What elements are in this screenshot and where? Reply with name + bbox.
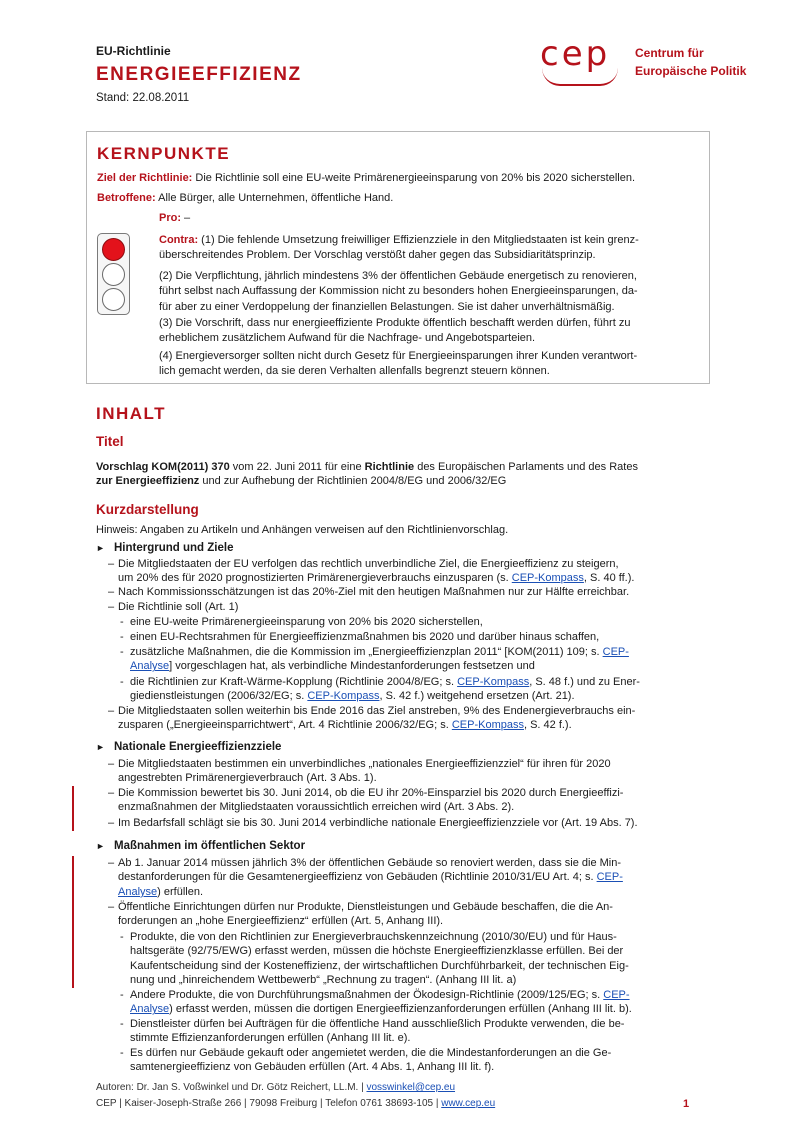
sub-list-item: - Andere Produkte, die von Durchführungsmaßnahmen der Ökodesign-Richtlinie (2009/125/EG; s. CEP- Analyse) erfasst werden, müssen die dortigen Energieeffizienzanforderungen erfüllen (Anhang III lit. b).: [120, 989, 632, 1016]
cep-logo: [540, 36, 780, 86]
cep-analyse-link[interactable]: CEP-: [596, 871, 623, 884]
doc-date: Stand: 22.08.2011: [96, 92, 190, 104]
logo-name-line2: Europäische Politik: [635, 64, 747, 78]
pro-line: [159, 211, 699, 226]
cep-analyse-link[interactable]: Analyse: [130, 660, 170, 673]
logo-word: cep: [540, 34, 611, 74]
cep-kompass-link[interactable]: CEP-Kompass: [511, 572, 584, 585]
titel-heading: Titel: [96, 434, 124, 449]
list-item: – Öffentliche Einrichtungen dürfen nur Produkte, Dienstleistungen und Gebäude beschaffen, die die An- forderungen an „hohe Energieeffizienz“ erfüllen (Art. 5, Anhang III).: [108, 901, 613, 928]
list-item: – Im Bedarfsfall schlägt sie bis 30. Juni 2014 verbindliche nationale Energieeffizienzziele vor (Art. 19 Abs. 7).: [108, 817, 638, 829]
cep-analyse-link[interactable]: CEP-: [603, 989, 630, 1001]
logo-name: [635, 44, 746, 80]
change-marker: [72, 900, 74, 930]
kernpunkte-box: [86, 131, 710, 384]
sub-list-item: - Produkte, die von den Richtlinien zur Energieverbrauchskennzeichnung (2010/30/EU) und für Haus- haltsgeräte (92/75/EWG) erfasst werden, müssen die höchste Energieeffizienzklasse erfüllen. Bei der Kaufentscheidung sind der Kosteneffizienz, der wirtschaftlichen Durchführbarkeit, der technischen Eig- nung und „hinreichendem Wettbewerb“ „Rechnung zu tragen“. (Anhang III lit. a): [120, 931, 629, 987]
titel-line-2: zur Energieeffizienz und zur Aufhebung der Richtlinien 2004/8/EG und 2006/32/EG: [96, 475, 507, 487]
cep-kompass-link[interactable]: CEP-Kompass: [307, 690, 380, 703]
logo-name-line1: Centrum für: [635, 46, 704, 60]
cep-analyse-link[interactable]: Analyse: [130, 1003, 170, 1016]
hinweis: Hinweis: Angaben zu Artikeln und Anhängen verweisen auf den Richtlinienvorschlag.: [96, 524, 509, 536]
titel-line-1: Vorschlag KOM(2011) 370 vom 22. Juni 2011 für eine Richtlinie des Europäischen Parlaments und des Rates: [96, 461, 638, 473]
inhalt-heading: INHALT: [96, 404, 167, 423]
website-link[interactable]: www.cep.eu: [441, 1098, 496, 1109]
footer-address: CEP | Kaiser-Joseph-Straße 266 | 79098 Freiburg | Telefon 0761 38693-105 | www.cep.eu: [96, 1098, 496, 1109]
pro-label: Pro:: [159, 212, 181, 224]
page-number: 1: [683, 1098, 690, 1110]
contra-label: Contra:: [159, 234, 199, 246]
change-marker: [72, 856, 74, 900]
list-item: – Ab 1. Januar 2014 müssen jährlich 3% der öffentlichen Gebäude so renoviert werden, dass sie die Min- destanforderungen für die Gesamtenergieeffizienz von Gebäuden (Richtlinie 2010/31/EU Art. 4; s. CEP- Analyse) erfüllen.: [108, 857, 623, 898]
green-light-icon: [102, 288, 125, 311]
list-item: – Die Mitgliedstaaten bestimmen ein unverbindliches „nationales Energieeffizienzziel“ für ihren für 2020 angestrebten Primärenergieverbrauch (Art. 3 Abs. 1).: [108, 758, 611, 785]
footer-authors: Autoren: Dr. Jan S. Voßwinkel und Dr. Götz Reichert, LL.M. | vosswinkel@cep.eu: [96, 1082, 456, 1093]
red-light-icon: [102, 238, 125, 261]
sub-list-item: - eine EU-weite Primärenergieeinsparung von 20% bis 2020 sicherstellen,: [120, 616, 483, 628]
change-marker: [72, 816, 74, 831]
pro-text: –: [181, 212, 191, 224]
arrow-right-icon: ►: [96, 841, 105, 851]
contra-2: (2) Die Verpflichtung, jährlich mindestens 3% der öffentlichen Gebäude energetisch zu renovieren, führt selbst nach Auffassung der Kommission nicht zu besonders hohen Energieeinsparungen, da- für aber zu einer Verdoppelung der finanziellen Belastungen. Sie ist daher unverhältnismäßig.: [159, 270, 638, 313]
list-item: – Die Mitgliedstaaten sollen weiterhin bis Ende 2016 das Ziel anstreben, 9% des Endenergieverbrauchs ein- zusparen („Energieeinsparrichtwert“, Art. 4 Richtlinie 2006/32/EG; s. CEP-Kompass, S. 42 f.).: [108, 705, 636, 732]
traffic-light-icon: [97, 233, 130, 315]
sub-list-item: - einen EU-Rechtsrahmen für Energieeffizienzmaßnahmen bis 2020 und darüber hinaus schaffen,: [120, 631, 600, 643]
list-item: – Die Mitgliedstaaten der EU verfolgen das rechtlich unverbindliche Ziel, die Energieeffizienz zu steigern, um 20% des für 2020 prognostizierten Primärenergieverbrauchs einzusparen (s. CEP-Kompass, S. 40 ff.).: [108, 558, 635, 585]
cep-analyse-link[interactable]: Analyse: [118, 885, 158, 898]
email-link[interactable]: vosswinkel@cep.eu: [366, 1082, 456, 1093]
betroffene-text: Alle Bürger, alle Unternehmen, öffentliche Hand.: [155, 192, 394, 204]
logo-arc: [542, 68, 618, 86]
doc-type: EU-Richtlinie: [96, 44, 171, 58]
betroffene-label: Betroffene:: [97, 192, 156, 204]
sub-list-item: - zusätzliche Maßnahmen, die die Kommission im „Energieeffizienzplan 2011“ [KOM(2011) 109; s. CEP- Analyse] vorgeschlagen hat, als verbindliche Mindestanforderungen festsetzen und: [120, 646, 629, 673]
contra-3: (3) Die Vorschrift, dass nur energieeffiziente Produkte öffentlich beschafft werden dürfen, führt zu erheblichem zusätzlichem Aufwand für die Nachfrage- und Angebotsparteien.: [159, 317, 631, 345]
contra-4: (4) Energieversorger sollten nicht durch Gesetz für Energieeinsparungen ihrer Kunden verantwort- lich gemacht werden, da sie deren Verhalten allenfalls begrenzt steuern können.: [159, 350, 638, 378]
section-hintergrund: ► Hintergrund und Ziele: [96, 542, 234, 554]
list-item: – Die Kommission bewertet bis 30. Juni 2014, ob die EU ihr 20%-Einsparziel bis 2020 durch Energieeffizi- enzmaßnahmen der Mitgliedstaaten voraussichtlich erreichen wird (Art. 3 Abs. 2).: [108, 787, 624, 814]
list-item: – Nach Kommissionsschätzungen ist das 20%-Ziel mit den heutigen Maßnahmen nur zur Hälfte erreichbar.: [108, 586, 630, 598]
cep-kompass-link[interactable]: CEP-Kompass: [457, 676, 530, 688]
cep-analyse-link[interactable]: CEP-: [602, 646, 629, 658]
kernpunkte-heading: KERNPUNKTE: [97, 144, 231, 163]
betroffene-line: [97, 192, 393, 204]
change-marker: [72, 786, 74, 816]
section-nationale-ziele: ► Nationale Energieeffizienzziele: [96, 741, 282, 753]
change-marker: [72, 930, 74, 988]
ziel-label: Ziel der Richtlinie:: [97, 172, 193, 184]
sub-list-item: - Dienstleister dürfen bei Aufträgen für die öffentliche Hand ausschließlich Produkte verwenden, die be- stimmte Effizienzanforderungen erfüllen (Anhang III lit. e).: [120, 1018, 625, 1045]
section-oeffentlicher-sektor: ► Maßnahmen im öffentlichen Sektor: [96, 840, 306, 852]
arrow-right-icon: ►: [96, 543, 105, 553]
cep-kompass-link[interactable]: CEP-Kompass: [451, 719, 524, 732]
contra-1: Contra: (1) Die fehlende Umsetzung freiwilliger Effizienzziele in den Mitgliedstaaten ist kein grenz- überschreitendes Problem. Der Vorschlag verstößt daher gegen das Subsidiaritätsprinzip.: [159, 234, 639, 262]
doc-title: ENERGIEEFFIZIENZ: [96, 64, 302, 85]
list-item: – Die Richtlinie soll (Art. 1): [108, 601, 239, 613]
sub-list-item: - Es dürfen nur Gebäude gekauft oder angemietet werden, die die Mindestanforderungen an die Ge- samtenergieeffizienz von Gebäuden erfüllen (Art. 4 Abs. 1, Anhang III lit. f).: [120, 1047, 612, 1074]
arrow-right-icon: ►: [96, 742, 105, 752]
sub-list-item: - die Richtlinien zur Kraft-Wärme-Kopplung (Richtlinie 2004/8/EG; s. CEP-Kompass, S. 48 f.) und zu Ener- giedienstleistungen (2006/32/EG; s. CEP-Kompass, S. 42 f.) weitgehend ersetzen (Art. 21).: [120, 676, 640, 703]
yellow-light-icon: [102, 263, 125, 286]
ziel-text: Die Richtlinie soll eine EU-weite Primärenergieeinsparung von 20% bis 2020 sicherstellen.: [192, 172, 636, 184]
ziel-line: [97, 172, 635, 184]
kurzdarstellung-heading: Kurzdarstellung: [96, 502, 199, 517]
